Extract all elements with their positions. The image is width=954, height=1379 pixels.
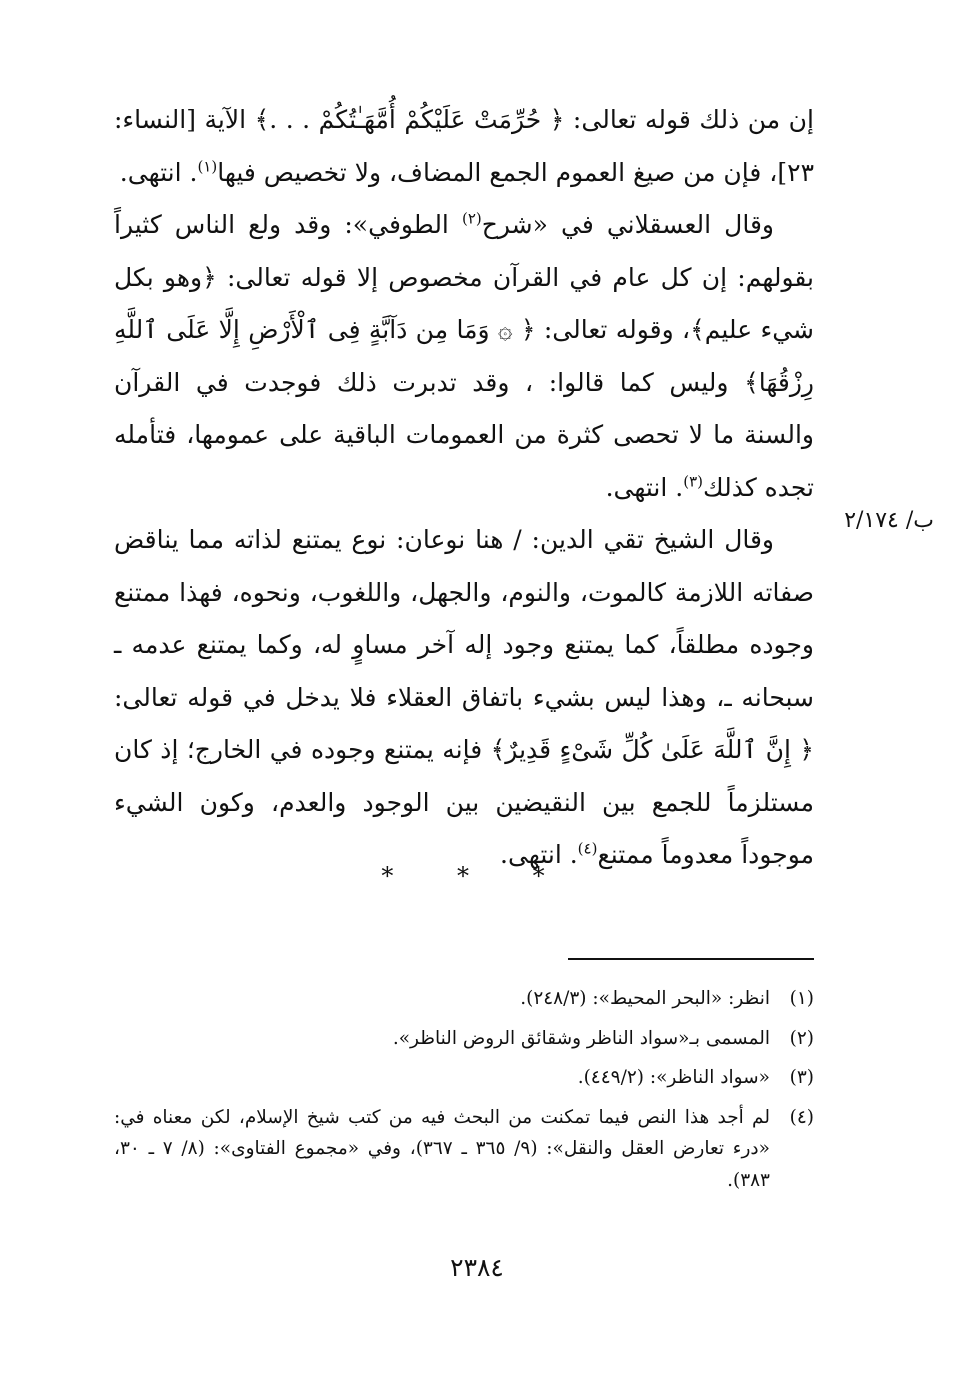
- footnote-ref-4[interactable]: (٤): [577, 839, 598, 858]
- main-text: [114, 94, 814, 882]
- footnote-1: [114, 983, 814, 1015]
- footnotes: [114, 983, 814, 1204]
- footnote-divider: [568, 958, 814, 960]
- section-separator: * * *: [381, 862, 573, 890]
- footnote-text: المسمى بـ«سواد الناظر وشقائق الروض الناظر».: [392, 1027, 770, 1049]
- footnote-2: [114, 1023, 814, 1055]
- footnote-4: [114, 1102, 814, 1197]
- paragraph-3: وقال الشيخ تقي الدين: / هنا نوعان: نوع يمتنع لذاته مما يناقض صفاته اللازمة كالموت، والنوم، والجهل، واللغوب، ونحوه، فهذا ممتنع وجوده مطلقاً، كما يمتنع وجود إله آخر مساوٍ له، وكما يمتنع عدمه ـ سبحانه ـ، وهذا ليس بشيء باتفاق العقلاء فلا يدخل في قوله تعالى: ﴿ إِنَّ ٱللَّهَ عَلَىٰ كُلِّ شَىْءٍ قَدِيرٌ﴾ فإنه يمتنع وجوده في الخارج؛ إذ كان مستلزماً للجمع بين النقيضين بين الوجود والعدم، وكون الشيء موجوداً معدوماً ممتنع$^{(٤)}$. انتهى.: [114, 525, 814, 869]
- footnote-text: لم أجد هذا النص فيما تمكنت من البحث فيه من كتب شيخ الإسلام، لكن معناه في: «درء تعارض العقل والنقل»: (٩/ ٣٦٥ ـ ٣٦٧)، وفي «مجموع الفتاوى»: (٨/ ٧ ـ ٣٠، ٣٨٣).: [114, 1106, 770, 1191]
- footnote-ref-3[interactable]: (٣): [683, 472, 704, 491]
- footnote-number: (٢): [789, 1027, 814, 1049]
- footnote-number: (٤): [789, 1106, 814, 1128]
- footnote-text: «سواد الناظر»: (٤٤٩/٢).: [577, 1067, 770, 1088]
- footnote-text: انظر: «البحر المحيط»: (٢٤٨/٣).: [520, 988, 770, 1009]
- footnote-number: (١): [789, 988, 814, 1009]
- footnote-ref-2[interactable]: (٢): [461, 209, 482, 228]
- footnote-ref-1[interactable]: (١): [197, 157, 218, 176]
- footnote-number: (٣): [789, 1067, 814, 1088]
- paragraph-1: إن من ذلك قوله تعالى: ﴿ حُرِّمَتْ عَلَيْكُمْ أُمَّهَـٰتُكُمْ . . .﴾ الآية [النساء: ٢٣]، فإن من صيغ العموم الجمع المضاف، ولا تخصيص فيها$^{(١)}$. انتهى.: [114, 105, 814, 187]
- manuscript-folio-marker: ب/ ٢/١٧٤: [844, 508, 934, 533]
- paragraph-2: وقال العسقلاني في «شرح$^{(٢)}$ الطوفي»: وقد ولع الناس كثيراً بقولهم: إن كل عام في القرآن مخصوص إلا قوله تعالى: ﴿وهو بكل شيء عليم﴾، وقوله تعالى: ﴿ ۞ وَمَا مِن دَآبَّةٍ فِى ٱلْأَرْضِ إِلَّا عَلَى ٱللَّهِ رِزْقُهَا﴾ وليس كما قالوا: ، وقد تدبرت ذلك فوجدت في القرآن والسنة ما لا تحصى كثرة من العمومات الباقية على عمومها، فتأمله تجده كذلك$^{(٣)}$. انتهى.: [114, 209, 814, 502]
- page-number: ٢٣٨٤: [450, 1253, 504, 1282]
- footnote-3: [114, 1062, 814, 1094]
